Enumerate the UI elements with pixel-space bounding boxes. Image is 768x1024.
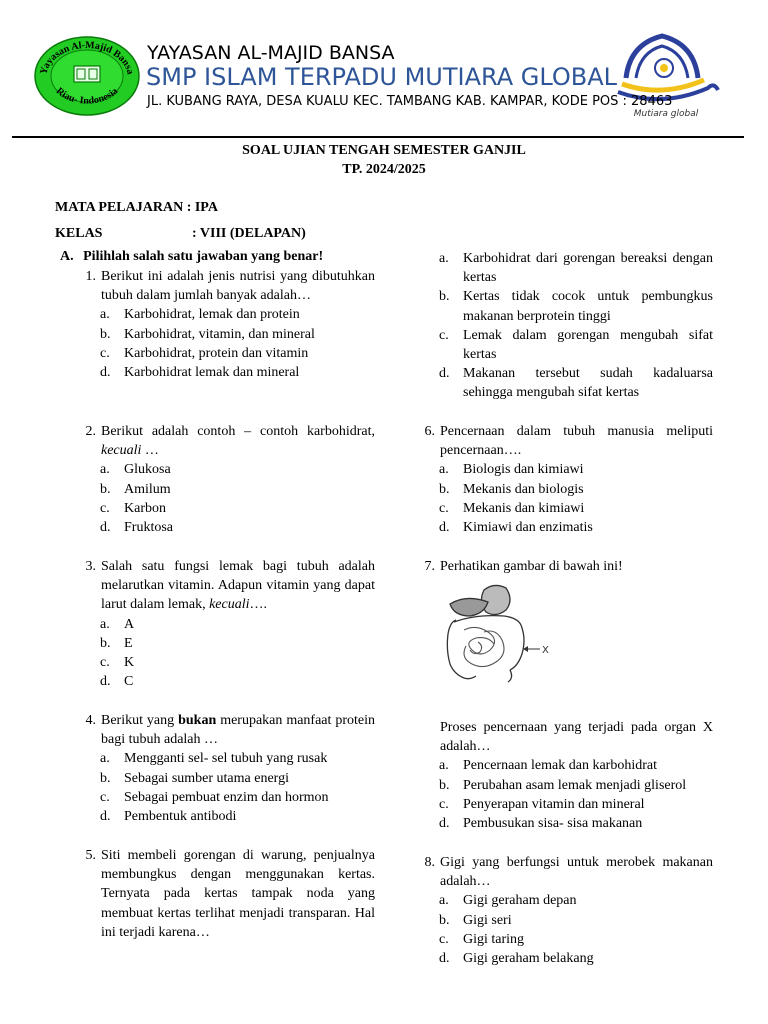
question-5 [74, 846, 375, 942]
option-b [100, 325, 375, 344]
option-letter: a. [100, 616, 110, 632]
option-letter: c. [439, 327, 449, 343]
option-d [439, 949, 713, 968]
option-a [439, 249, 713, 287]
option-b [100, 634, 375, 653]
small-intestine-icon [464, 627, 504, 666]
option-letter: d. [439, 520, 450, 536]
option-list [74, 460, 375, 537]
logo-left-bottom-text: Riau- Indonesia [53, 85, 121, 107]
option-d [100, 672, 375, 691]
option-letter: d. [100, 365, 111, 381]
option-letter: a. [100, 751, 110, 767]
stem-bold: bukan [178, 713, 217, 728]
option-text: Penyerapan vitamin dan mineral [463, 796, 645, 812]
option-c [100, 653, 375, 672]
stem-start: Berikut yang [101, 713, 175, 728]
subject-label: MATA PELAJARAN : IPA [55, 200, 218, 215]
option-text: Mekanis dan biologis [463, 481, 584, 497]
option-letter: a. [100, 307, 110, 323]
question-stem: Gigi yang berfungsi untuk merobek makanan adalah… [440, 855, 713, 890]
question-number: 8. [424, 855, 435, 870]
option-text: Gigi taring [463, 931, 525, 947]
option-text: Gigi geraham belakang [463, 951, 594, 967]
option-letter: c. [439, 796, 449, 812]
option-c [439, 795, 713, 814]
question-number: 7. [424, 559, 435, 574]
question-stem: Berikut ini adalah jenis nutrisi yang dibutuhkan tubuh dalam jumlah banyak adalah… [101, 269, 375, 304]
option-letter: c. [439, 931, 449, 947]
option-letter: c. [100, 345, 110, 361]
option-text: Perubahan asam lemak menjadi gliserol [463, 777, 687, 793]
option-letter: d. [439, 816, 450, 832]
option-d [100, 363, 375, 382]
option-letter: c. [100, 500, 110, 516]
option-d [439, 364, 713, 402]
option-text: Pencernaan lemak dan karbohidrat [463, 758, 657, 774]
option-c [100, 344, 375, 363]
option-text: Mengganti sel- sel tubuh yang rusak [124, 751, 328, 767]
option-d [100, 807, 375, 826]
stem-end: merupakan manfaat protein bagi tubuh adalah … [101, 713, 375, 748]
section-letter: A. [60, 249, 74, 264]
option-letter: b. [439, 777, 450, 793]
option-text: Pembentuk antibodi [124, 809, 237, 825]
option-a [100, 305, 375, 324]
option-text: K [124, 655, 135, 671]
question-1 [74, 267, 375, 382]
option-letter: d. [100, 674, 111, 690]
option-text: Lemak dalam gorengan mengubah sifat kertas [463, 327, 713, 363]
digestive-system-figure [436, 580, 561, 685]
section-instruction [60, 249, 323, 265]
option-letter: b. [439, 289, 450, 305]
question-stem: Pencernaan dalam tubuh manusia meliputi pencernaan…. [440, 424, 713, 459]
question-stem [101, 557, 375, 615]
foundation-name: YAYASAN AL-MAJID BANSA [147, 42, 395, 64]
option-c [100, 788, 375, 807]
option-text: Makanan tersebut sudah kadaluarsa sehingga mengubah sifat kertas [463, 366, 713, 401]
option-b [439, 287, 713, 325]
option-text: Karbohidrat, lemak dan protein [124, 307, 300, 323]
option-text: Fruktosa [124, 520, 173, 536]
option-c [439, 499, 713, 518]
question-2 [74, 422, 375, 537]
question-3 [74, 557, 375, 691]
option-text: C [124, 674, 134, 690]
question-5-options [413, 249, 713, 403]
question-number: 5. [85, 848, 96, 863]
option-text: Mekanis dan kimiawi [463, 500, 585, 516]
option-text: Biologis dan kimiawi [463, 462, 584, 478]
option-a [100, 615, 375, 634]
question-6 [413, 422, 713, 537]
option-c [100, 499, 375, 518]
option-text: Karbon [124, 500, 166, 516]
option-letter: b. [100, 770, 111, 786]
class-label: KELAS [55, 226, 103, 241]
option-text: Kertas tidak cocok untuk pembungkus makanan berprotein tinggi [463, 289, 713, 324]
option-list [413, 249, 713, 403]
option-text: Karbohidrat, vitamin, dan mineral [124, 326, 315, 342]
option-c [439, 326, 713, 364]
option-text: Karbohidrat lemak dan mineral [124, 365, 300, 381]
option-text: Gigi seri [463, 912, 512, 928]
question-8 [413, 853, 713, 968]
school-name: SMP ISLAM TERPADU MUTIARA GLOBAL [146, 63, 617, 91]
option-letter: a. [439, 251, 449, 266]
stem-end: … [141, 443, 159, 459]
option-letter: c. [100, 789, 110, 805]
question-7 [413, 557, 713, 576]
question-stem [101, 422, 375, 460]
logo-right-text: Mutiara global [633, 109, 699, 119]
option-text: Gigi geraham depan [463, 893, 577, 909]
stem-end: …. [249, 597, 267, 613]
option-letter: b. [439, 912, 450, 928]
school-address: JL. KUBANG RAYA, DESA KUALU KEC. TAMBANG KAB. KAMPAR, KODE POS : 28463 [147, 94, 673, 109]
option-list [74, 749, 375, 826]
logo-left-top-text: Yayasan Al-Majid Bansa [38, 39, 136, 76]
option-text: Pembusukan sisa- sisa makanan [463, 816, 643, 832]
option-letter: d. [439, 366, 450, 382]
section-instruction-text: Pilihlah salah satu jawaban yang benar! [83, 249, 324, 264]
question-stem: Siti membeli gorengan di warung, penjualnya membungkus dengan menggunakan kertas. Ternyata pada kertas tampak noda yang membuat kertas terlihat menjadi transparan. Hal ini terjadi karena… [101, 848, 375, 940]
option-list [413, 891, 713, 968]
option-text: E [124, 635, 133, 651]
stem-text: Salah satu fungsi lemak bagi tubuh adalah melarutkan vitamin. Adapun vitamin yang dapat larut dalam lemak, [101, 559, 375, 613]
option-letter: b. [439, 481, 450, 497]
option-text: Karbohidrat dari gorengan bereaksi dengan kertas [463, 251, 713, 286]
class-value: : VIII (DELAPAN) [192, 226, 306, 241]
option-letter: a. [100, 462, 110, 478]
exam-title: SOAL UJIAN TENGAH SEMESTER GANJIL [242, 143, 526, 158]
option-list [74, 305, 375, 382]
option-text: Kimiawi dan enzimatis [463, 520, 593, 536]
option-a [100, 749, 375, 768]
option-letter: d. [100, 520, 111, 536]
option-text: Amilum [124, 481, 171, 497]
option-list [413, 756, 713, 833]
stem-italic: kecuali [209, 597, 250, 613]
option-text: Glukosa [124, 462, 171, 478]
option-a [439, 891, 713, 910]
header-divider [12, 136, 744, 138]
question-stem: Perhatikan gambar di bawah ini! [440, 559, 623, 574]
organ-x-label: X [542, 645, 549, 656]
option-text: Sebagai pembuat enzim dan hormon [124, 789, 329, 805]
option-letter: b. [100, 635, 111, 651]
stem-text: Berikut adalah contoh – contoh karbohidrat, [101, 424, 375, 439]
exam-year: TP. 2024/2025 [342, 162, 426, 177]
option-letter: d. [100, 809, 111, 825]
option-letter: c. [439, 500, 449, 516]
option-letter: a. [439, 893, 449, 909]
option-a [439, 756, 713, 775]
option-letter: a. [439, 462, 449, 478]
question-text: Proses pencernaan yang terjadi pada organ X adalah… [440, 720, 713, 755]
stem-italic: kecuali [101, 443, 142, 459]
option-list [413, 460, 713, 537]
question-number: 1. [85, 269, 96, 284]
option-b [100, 480, 375, 499]
question-number: 4. [85, 713, 96, 728]
option-d [100, 518, 375, 537]
option-letter: d. [439, 951, 450, 967]
class-row [55, 226, 306, 242]
option-text: Sebagai sumber utama energi [124, 770, 289, 786]
question-stem [101, 711, 375, 749]
question-number: 2. [85, 424, 96, 439]
option-b [439, 911, 713, 930]
option-text: Karbohidrat, protein dan vitamin [124, 345, 309, 361]
option-c [439, 930, 713, 949]
option-b [439, 480, 713, 499]
option-d [439, 518, 713, 537]
option-b [439, 776, 713, 795]
option-a [100, 460, 375, 479]
option-d [439, 814, 713, 833]
question-number: 3. [85, 559, 96, 574]
option-text: A [124, 616, 135, 632]
option-letter: b. [100, 326, 111, 342]
option-letter: b. [100, 481, 111, 497]
option-letter: a. [439, 758, 449, 774]
question-7-body [413, 718, 713, 833]
option-letter: c. [100, 655, 110, 671]
foundation-logo [34, 36, 140, 116]
option-a [439, 460, 713, 479]
option-b [100, 769, 375, 788]
question-number: 6. [424, 424, 435, 439]
option-list [74, 615, 375, 692]
question-4 [74, 711, 375, 826]
